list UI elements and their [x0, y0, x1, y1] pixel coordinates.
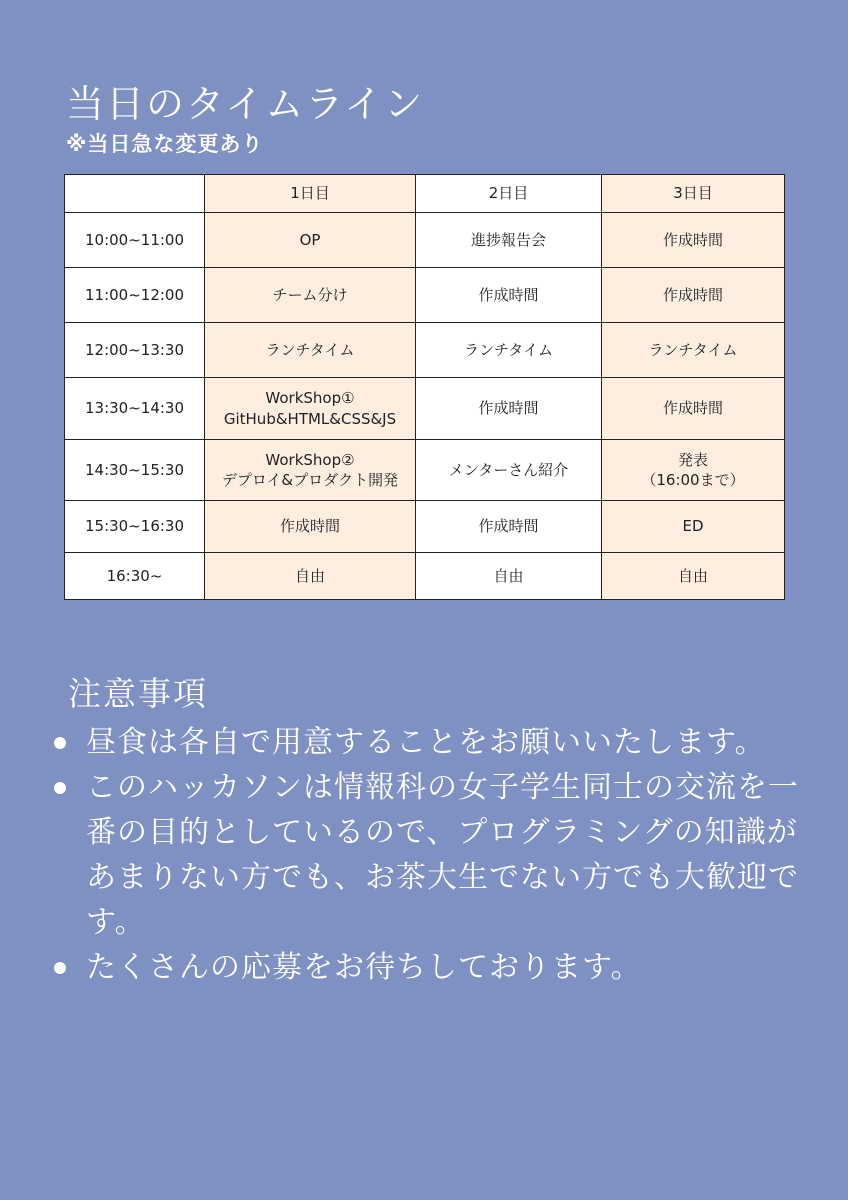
table-header-row — [65, 175, 785, 213]
day3-cell: ED — [602, 501, 785, 553]
day3-cell: 作成時間 — [602, 213, 785, 268]
day2-cell: メンターさん紹介 — [416, 440, 602, 501]
day1-cell — [205, 440, 416, 501]
bullet-icon — [54, 737, 66, 749]
table-row — [65, 501, 785, 553]
list-item — [50, 720, 810, 765]
note-text: 昼食は各自で用意することをお願いいたします。 — [86, 725, 766, 760]
day3-cell: 作成時間 — [602, 378, 785, 440]
header-cell-day1: 1日目 — [205, 175, 416, 213]
cell-line: （16:00まで） — [641, 471, 745, 489]
timeline-title: 当日のタイムライン — [66, 82, 425, 126]
day1-cell: ランチタイム — [205, 323, 416, 378]
day3-cell: 自由 — [602, 553, 785, 600]
table-row — [65, 268, 785, 323]
table-row — [65, 440, 785, 501]
day1-cell — [205, 378, 416, 440]
day2-cell: 作成時間 — [416, 501, 602, 553]
bullet-icon — [54, 782, 66, 794]
header-cell-day3: 3日目 — [602, 175, 785, 213]
note-text: このハッカソンは情報科の女子学生同士の交流を一番の目的としているので、プログラミングの知識があまりない方でも、お茶大生でない方でも大歓迎です。 — [86, 770, 799, 940]
cell-line: 発表 — [677, 450, 708, 469]
table-row — [65, 323, 785, 378]
day1-cell: OP — [205, 213, 416, 268]
cell-line: GitHub&HTML&CSS&JS — [223, 409, 397, 428]
cell-line: WorkShop① — [265, 389, 355, 408]
day3-cell — [602, 440, 785, 501]
time-cell: 15:30~16:30 — [65, 501, 205, 553]
list-item — [50, 945, 810, 990]
notes-title: 注意事項 — [68, 674, 208, 713]
day2-cell: 自由 — [416, 553, 602, 600]
table-row — [65, 213, 785, 268]
timeline-subtitle: ※当日急な変更あり — [66, 132, 264, 156]
day2-cell: 作成時間 — [416, 378, 602, 440]
note-text: たくさんの応募をお待ちしております。 — [86, 950, 642, 985]
time-cell: 16:30~ — [65, 553, 205, 600]
day1-cell: チーム分け — [205, 268, 416, 323]
day1-cell: 作成時間 — [205, 501, 416, 553]
time-cell: 13:30~14:30 — [65, 378, 205, 440]
day2-cell: ランチタイム — [416, 323, 602, 378]
table-row — [65, 553, 785, 600]
time-cell: 12:00~13:30 — [65, 323, 205, 378]
list-item — [50, 765, 810, 945]
bullet-icon — [54, 962, 66, 974]
cell-line: WorkShop② — [265, 450, 355, 469]
cell-line: デプロイ&プロダクト開発 — [221, 471, 399, 489]
day1-cell: 自由 — [205, 553, 416, 600]
day2-cell: 進捗報告会 — [416, 213, 602, 268]
notes-list — [50, 720, 810, 990]
day3-cell: ランチタイム — [602, 323, 785, 378]
time-cell: 10:00~11:00 — [65, 213, 205, 268]
day3-cell: 作成時間 — [602, 268, 785, 323]
table-row — [65, 378, 785, 440]
time-cell: 14:30~15:30 — [65, 440, 205, 501]
day2-cell: 作成時間 — [416, 268, 602, 323]
header-cell-day2: 2日目 — [416, 175, 602, 213]
timeline-table — [64, 174, 785, 600]
time-cell: 11:00~12:00 — [65, 268, 205, 323]
header-cell-empty — [65, 175, 205, 213]
